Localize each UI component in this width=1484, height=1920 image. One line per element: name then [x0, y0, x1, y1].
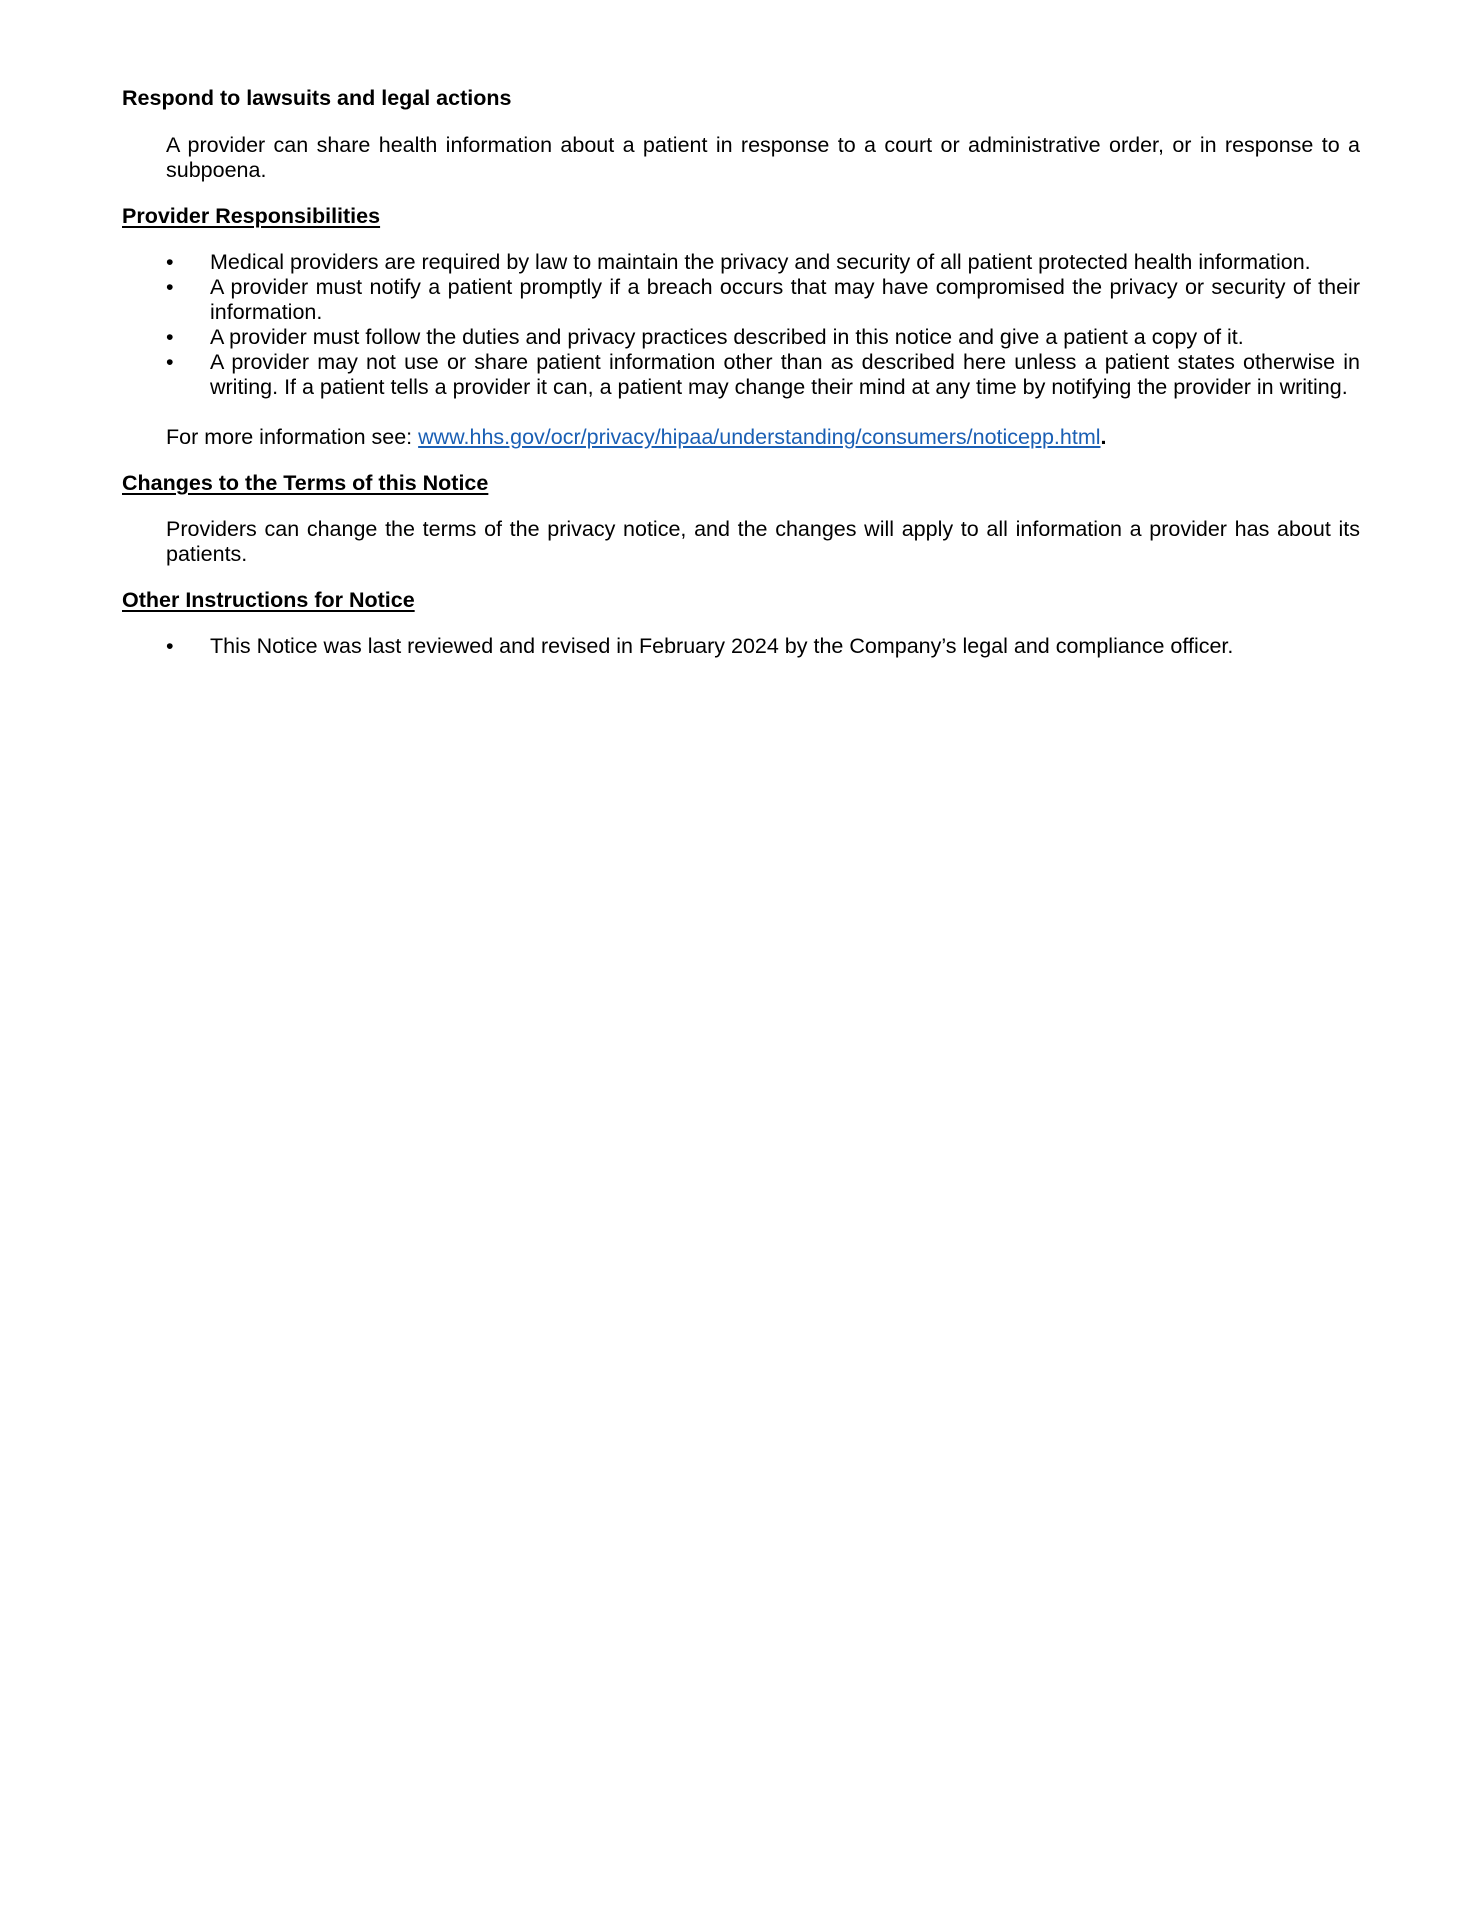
list-item-text: A provider must notify a patient promptly if a breach occurs that may have compromised the privacy or security of their information. [210, 275, 1360, 324]
responsibilities-list [122, 250, 1360, 400]
section-heading-other: Other Instructions for Notice [122, 588, 415, 612]
list-item-text: Medical providers are required by law to maintain the privacy and security of all patient protected health information. [210, 250, 1311, 274]
list-item [122, 325, 1360, 350]
bullet-icon: • [166, 634, 174, 658]
lawsuits-paragraph: A provider can share health information about a patient in response to a court or administrative order, or in response to a subpoena. [166, 133, 1360, 182]
list-item-text: A provider may not use or share patient information other than as described here unless a patient states otherwise in writing. If a patient tells a provider it can, a patient may change their mind at any time by notifying the provider in writing. [210, 350, 1360, 399]
section-heading-lawsuits: Respond to lawsuits and legal actions [122, 86, 512, 110]
more-info-suffix: . [1100, 425, 1107, 449]
bullet-icon: • [166, 250, 174, 274]
bullet-icon: • [166, 275, 174, 299]
section-heading-responsibilities: Provider Responsibilities [122, 204, 381, 228]
list-item [122, 634, 1360, 659]
changes-paragraph: Providers can change the terms of the privacy notice, and the changes will apply to all information a provider has about its patients. [166, 517, 1360, 566]
list-item-text: This Notice was last reviewed and revised in February 2024 by the Company’s legal and compliance officer. [210, 634, 1234, 658]
more-info-line [166, 425, 1360, 450]
other-instructions-list [122, 634, 1360, 659]
list-item [122, 275, 1360, 325]
bullet-icon: • [166, 325, 174, 349]
more-info-prefix: For more information see: [166, 425, 419, 449]
section-heading-changes: Changes to the Terms of this Notice [122, 471, 489, 495]
hhs-notice-link[interactable]: www.hhs.gov/ocr/privacy/hipaa/understanding/consumers/noticepp.html [418, 425, 1101, 449]
list-item [122, 350, 1360, 400]
list-item-text: A provider must follow the duties and privacy practices described in this notice and give a patient a copy of it. [210, 325, 1244, 349]
list-item [122, 250, 1360, 275]
document-page [122, 86, 1360, 659]
bullet-icon: • [166, 350, 174, 374]
